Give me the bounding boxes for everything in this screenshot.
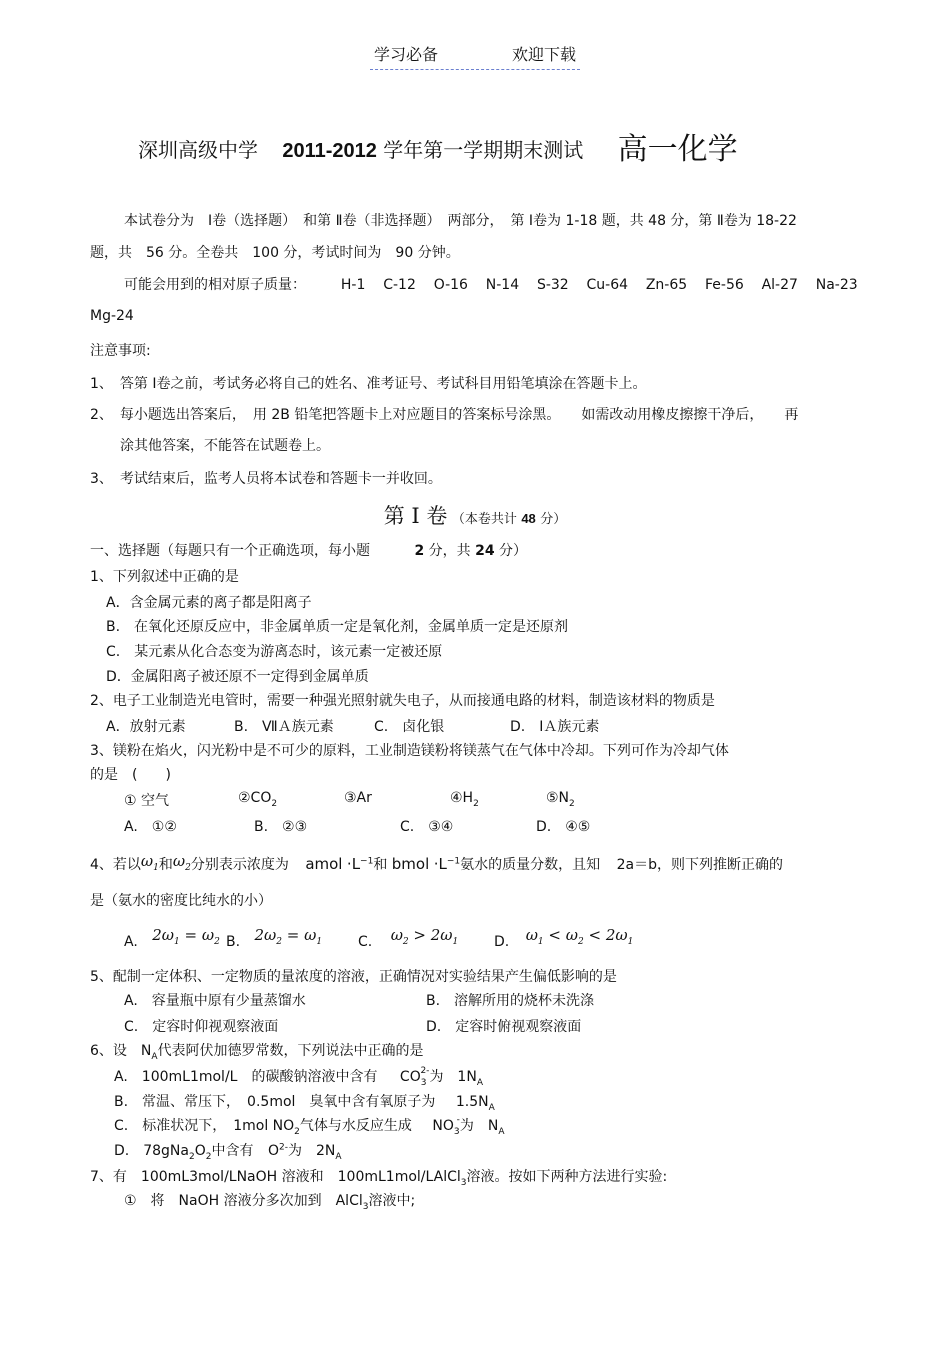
carbonate-ion: $CO_3^{2-}$ (399, 1066, 430, 1088)
q6-c-pre: C. 标准状况下， 1mol NO (114, 1118, 295, 1134)
q6-option-d: D. $78gNa_2O_2$中含有 $O^{2-}$为 $2N_A$ (114, 1142, 342, 1162)
q4-option-b (226, 926, 322, 950)
atomic-zn: Zn-65 (645, 277, 688, 293)
q3-stem-2: 的是 ( ) (90, 767, 171, 783)
atomic-fe: Fe-56 (705, 277, 744, 293)
q5-stem: 5、配制一定体积、一定物质的量浓度的溶液，正确情况对实验结果产生偏低影响的是 (90, 969, 617, 985)
note-1: 1、 答第 Ⅰ卷之前，考试务必将自己的姓名、准考证号、考试科目用铅笔填涂在答题卡上。 (90, 376, 647, 392)
atomic-h: H-1 (340, 277, 366, 293)
atomic-c: C-12 (383, 277, 416, 293)
atomic-mass-line (124, 274, 858, 294)
atomic-na: Na-23 (815, 277, 858, 293)
part1-heading (90, 540, 527, 560)
q7-m1-post: 溶液中; (368, 1193, 416, 1209)
q6-stem: 6、设 $N_A$代表阿伏加德罗常数，下列说法中正确的是 (90, 1043, 424, 1062)
part1-points: 2 (414, 543, 425, 559)
q3-option-c: C. ③④ (400, 819, 454, 835)
q4-option-a (124, 926, 220, 950)
q6-a-pre: A. 100mL1mol/L 的碳酸钠溶液中含有 (114, 1069, 378, 1085)
q4-pre: 4、若以 (90, 857, 141, 873)
q3-option-a: A. ①② (124, 819, 177, 835)
q4-label-c: C. (358, 934, 373, 950)
intro-line-2: 题，共 56 分。全卷共 100 分，考试时间为 90 分钟。 (90, 245, 460, 261)
page-header (0, 42, 950, 70)
q6-d-pre: D. 78gNa (114, 1143, 189, 1159)
q4-option-c (358, 926, 458, 950)
title-school: 深圳高级中学 (138, 138, 258, 162)
atomic-cu: Cu-64 (586, 277, 629, 293)
q6-b-pre: B. 常温、常压下， 0.5mol 臭氧中含有氧原子为 (114, 1094, 436, 1110)
q6-d-mid: 中含有 (211, 1143, 254, 1159)
q3-item-5-text: ⑤N (546, 790, 570, 806)
oxide-ion: $O^{2-}$ (267, 1142, 288, 1159)
header-left: 学习必备 (373, 45, 438, 64)
note-3: 3、 考试结束后，监考人员将本试卷和答题卡一并收回。 (90, 471, 442, 487)
q5-option-c: C. 定容时仰视观察液面 (124, 1019, 279, 1035)
q1-option-c: C. 某元素从化合态变为游离态时，该元素一定被还原 (106, 644, 443, 660)
section-note-post: 分） (540, 512, 567, 527)
atomic-al: Al-27 (761, 277, 798, 293)
atomic-o: O-16 (433, 277, 468, 293)
q4-stem-line: 4、若以$\omega_1$和$\omega_2$分别表示浓度为 amol $\cdot L^{-1}$和 bmol $\cdot L^{-1}$氨水的质量分数，且知 2a＝b，则下列推断正确的 (90, 852, 783, 873)
q5-option-a: A. 容量瓶中原有少量蒸馏水 (124, 993, 306, 1009)
atomic-n: N-14 (485, 277, 520, 293)
notes-heading: 注意事项: (90, 343, 151, 359)
q2-option-c: C. 卤化银 (374, 719, 445, 735)
section-note-pre: （本卷共计 (451, 512, 517, 527)
q1-option-b: B. 在氧化还原反应中，非金属单质一定是氧化剂，金属单质一定是还原剂 (106, 619, 569, 635)
atomic-mass-cont: Mg-24 (90, 308, 134, 324)
q3-item-2: $②CO_2$ (238, 790, 278, 809)
q2-option-d: D. ⅠＡ族元素 (510, 719, 600, 735)
header-right: 欢迎下载 (512, 45, 577, 64)
q4-formula-d: $\omega_1 < \omega_2 < 2\omega_1$ (525, 926, 634, 947)
q1-option-a: A．含金属元素的离子都是阳离子 (106, 595, 312, 611)
q4-post: 氨水的质量分数，且知 (460, 857, 601, 873)
part1-pre: 一、选择题（每题只有一个正确选项，每小题 (90, 543, 370, 559)
q4-and-2: 和 (373, 857, 388, 873)
q2-option-b: B. ⅦＡ族元素 (234, 719, 334, 735)
q5-option-b: B. 溶解所用的烧杯未洗涤 (426, 993, 595, 1009)
q4-stem-2: 是（氨水的密度比纯水的小） (90, 893, 272, 909)
q6-a-post: 为 1N (429, 1069, 477, 1085)
q4-label-d: D. (494, 934, 510, 950)
q6-stem-pre: 6、设 N (90, 1043, 152, 1059)
nitrate-ion: $NO_3^-$ (432, 1115, 460, 1137)
title-subject: 高一化学 (617, 132, 738, 167)
intro-line-1: 本试卷分为 Ⅰ卷（选择题） 和第 Ⅱ卷（非选择题） 两部分， 第 Ⅰ卷为 1-18 题，共 48 分，第 Ⅱ卷为 18-22 (124, 213, 797, 229)
part1-post: 分） (499, 543, 528, 559)
q3-option-d: D. ④⑤ (536, 819, 591, 835)
q4-conc-a: amol (305, 855, 343, 873)
omega2-symbol: $\omega_2$ (172, 852, 191, 873)
part1-total: 24 (475, 543, 495, 559)
q6-d-post: 为 2N (287, 1143, 336, 1159)
q3-option-b: B. ②③ (254, 819, 308, 835)
q4-unit-b: ·L (433, 855, 447, 873)
q4-formula-c: $\omega_2 > 2\omega_1$ (390, 926, 459, 947)
q3-item-3: ③Ar (344, 790, 372, 806)
q6-stem-post: 代表阿伏加德罗常数，下列说法中正确的是 (157, 1043, 424, 1059)
q4-label-a: A. (124, 934, 138, 950)
section-name: 第 Ⅰ 卷 (383, 504, 448, 528)
title-year: 2011-2012 (282, 140, 377, 162)
q1-stem: 1、下列叙述中正确的是 (90, 569, 239, 585)
q3-item-1: ① 空气 (124, 793, 170, 809)
q7-m1-pre: ① 将 NaOH 溶液分多次加到 AlCl (124, 1193, 363, 1209)
q7-stem-post: 溶液。按如下两种方法进行实验: (466, 1169, 668, 1185)
q1-option-d: D．金属阳离子被还原不一定得到金属单质 (106, 669, 369, 685)
q6-option-b: B. 常温、常压下， 0.5mol 臭氧中含有氧原子为 $1.5N_A$ (114, 1094, 495, 1113)
q2-stem: 2、电子工业制造光电管时，需要一种强光照射就失电子，从而接通电路的材料，制造该材料的物质是 (90, 693, 715, 709)
title-term: 学年第一学期期末测试 (383, 138, 584, 162)
q4-formula-b: $2\omega_2 = \omega_1$ (254, 926, 323, 947)
q4-formula-a: $2\omega_1 = \omega_2$ (152, 926, 220, 947)
q4-option-d (494, 926, 633, 950)
q3-item-2-text: ②CO (238, 790, 272, 806)
part1-mid: 分，共 (428, 543, 471, 559)
q7-stem: 7、有 100mL3mol/LNaOH 溶液和 100mL1mol/LAlCl$_3$溶液。按如下两种方法进行实验: (90, 1169, 668, 1188)
q6-b-post: 1.5N (455, 1094, 489, 1110)
note-2a: 2、 每小题选出答案后， 用 2B 铅笔把答题卡上对应题目的答案标号涂黑。 如需改动用橡皮擦擦干净后， 再 (90, 407, 799, 423)
q6-c-mid: 气体与水反应生成 (299, 1118, 412, 1134)
q7-method-1: ① 将 NaOH 溶液分多次加到 AlCl$_3$溶液中; (124, 1193, 416, 1212)
q4-condition: 2a＝b，则下列推断正确的 (616, 857, 783, 873)
atomic-s: S-32 (536, 277, 569, 293)
q4-label-b: B. (226, 934, 241, 950)
q4-unit-a: ·L (346, 855, 361, 873)
q3-item-5: $⑤N_2$ (546, 790, 575, 809)
exam-title (138, 124, 738, 168)
q4-conc-b: bmol (391, 855, 430, 873)
q2-option-a: A．放射元素 (106, 719, 186, 735)
q3-item-4: $④H_2$ (450, 790, 479, 809)
q6-option-c: C. 标准状况下， 1mol $NO_2$气体与水反应生成 $NO_3^-$为 $N_A$ (114, 1115, 505, 1137)
q7-stem-pre: 7、有 100mL3mol/LNaOH 溶液和 100mL1mol/LAlCl (90, 1169, 461, 1185)
omega1-symbol: $\omega_1$ (140, 852, 159, 873)
q6-option-a: A. 100mL1mol/L 的碳酸钠溶液中含有 $CO_3^{2-}$为 $1N_A$ (114, 1066, 483, 1088)
q3-item-4-text: ④H (450, 790, 474, 806)
section-note-num: 48 (521, 511, 536, 526)
q5-option-d: D. 定容时俯视观察液面 (426, 1019, 582, 1035)
q3-stem-1: 3、镁粉在焰火，闪光粉中是不可少的原料，工业制造镁粉将镁蒸气在气体中冷却。下列可作为冷却气体 (90, 743, 729, 759)
atomic-mass-label: 可能会用到的相对原子质量： (124, 277, 306, 293)
q4-mid: 分别表示浓度为 (190, 857, 289, 873)
note-2b: 涂其他答案，不能答在试题卷上。 (120, 438, 330, 454)
section-heading (0, 500, 950, 530)
q6-c-post: 为 N (459, 1118, 499, 1134)
q4-and-1: 和 (158, 857, 173, 873)
